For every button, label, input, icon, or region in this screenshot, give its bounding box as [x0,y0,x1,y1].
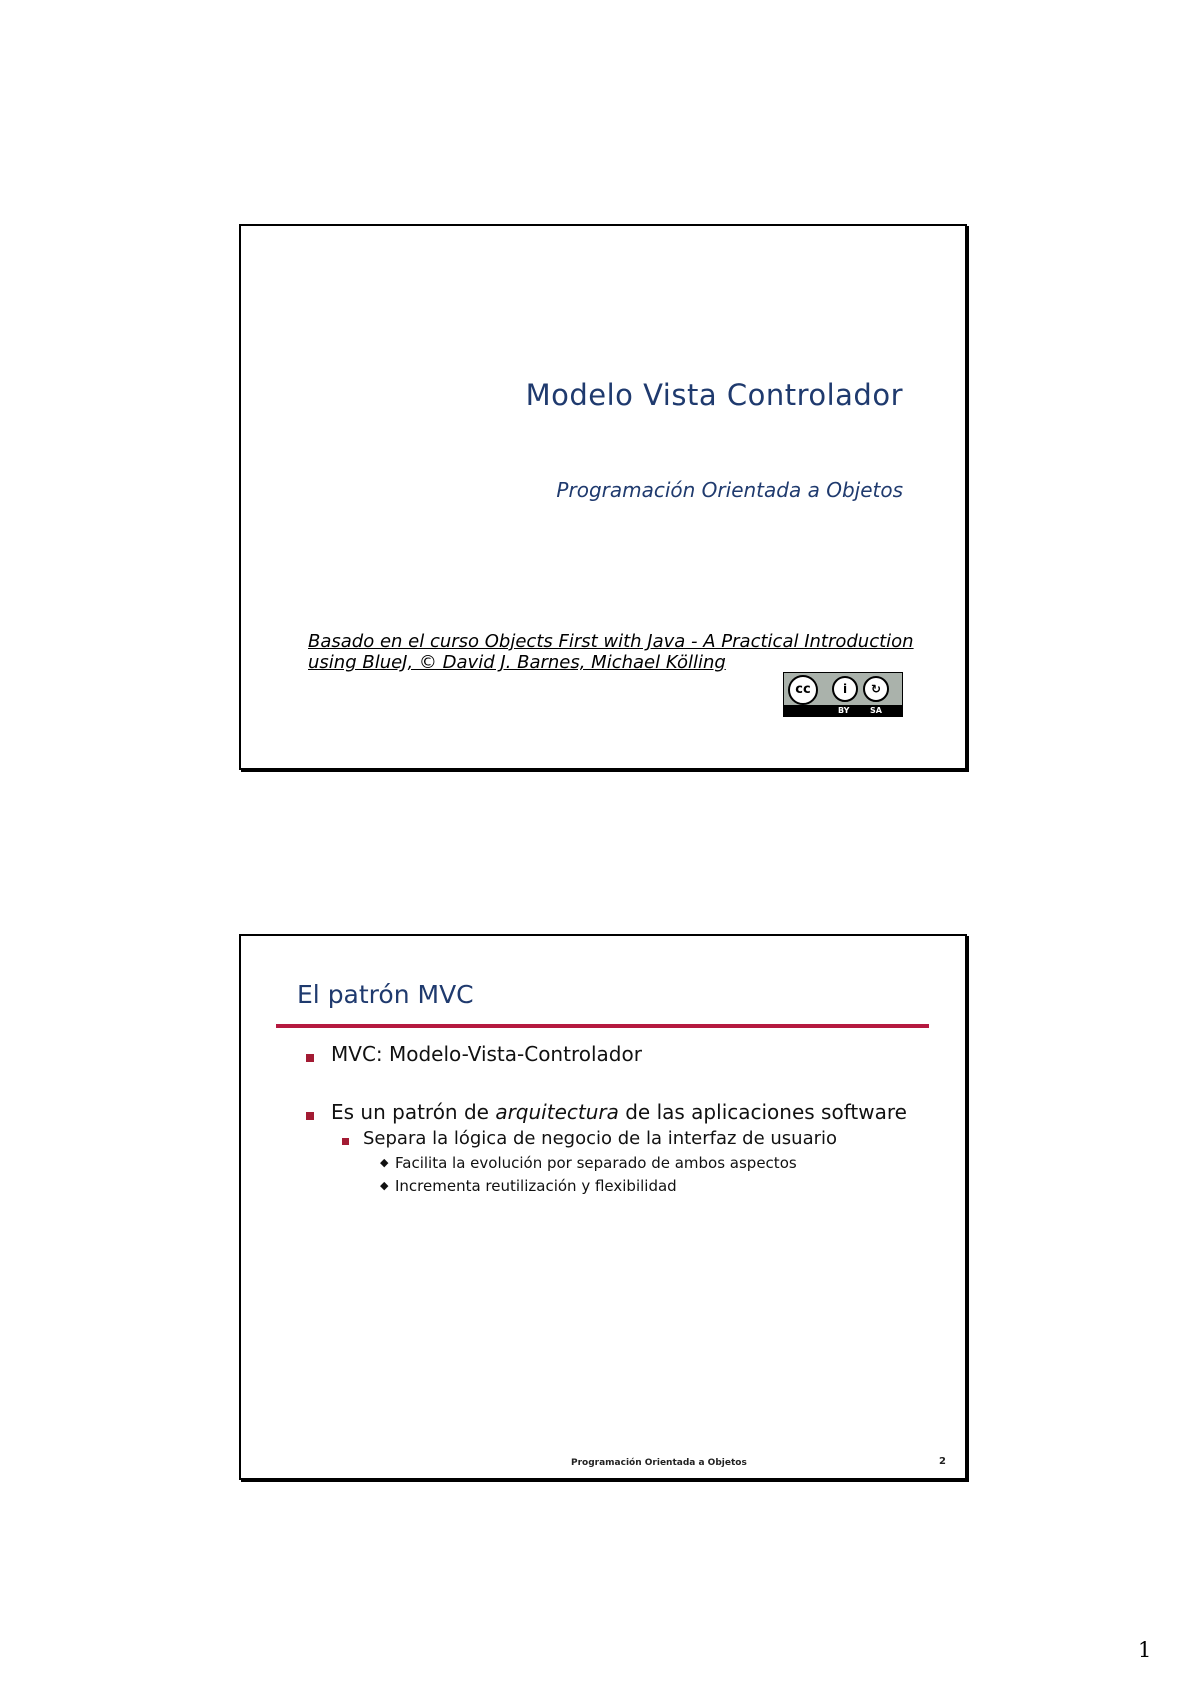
cc-by-sa-license-badge [783,672,903,717]
sub-sub-bullet-2: Incrementa reutilización y flexibilidad [395,1177,677,1195]
credit-line-1: Basado en el curso Objects First with Java - A Practical Introduction [308,631,914,652]
by-label: BY [838,706,850,715]
bullet-square-icon [306,1054,314,1062]
cc-icon: cc [788,675,818,705]
credit-line-2: using BlueJ, © David J. Barnes, Michael Kölling [308,652,726,673]
diamond-bullet-icon: ◆ [380,1179,389,1192]
slide-number: 2 [939,1456,946,1467]
bullet-1: MVC: Modelo-Vista-Controlador [331,1042,642,1066]
title-divider [276,1024,929,1028]
sub-bullet: Separa la lógica de negocio de la interfaz de usuario [363,1128,838,1149]
slide-footer: Programación Orientada a Objetos [571,1458,747,1468]
slide-1 [239,224,967,770]
bullet-square-icon [306,1112,314,1120]
bullet-2: Es un patrón de arquitectura de las aplicaciones software [331,1100,907,1124]
sa-label: SA [870,706,882,715]
sub-bullet-square-icon [342,1138,349,1145]
slide-1-subtitle: Programación Orientada a Objetos [556,478,903,502]
credit-link[interactable] [308,631,928,673]
diamond-bullet-icon: ◆ [380,1156,389,1169]
slide-2 [239,934,967,1480]
page-number: 1 [1138,1638,1152,1662]
slide-1-title: Modelo Vista Controlador [525,378,903,412]
sub-sub-bullet-1: Facilita la evolución por separado de ambos aspectos [395,1154,797,1172]
attribution-icon: i [832,676,858,702]
slide-2-title: El patrón MVC [297,980,474,1009]
share-alike-icon: ↻ [863,676,889,702]
